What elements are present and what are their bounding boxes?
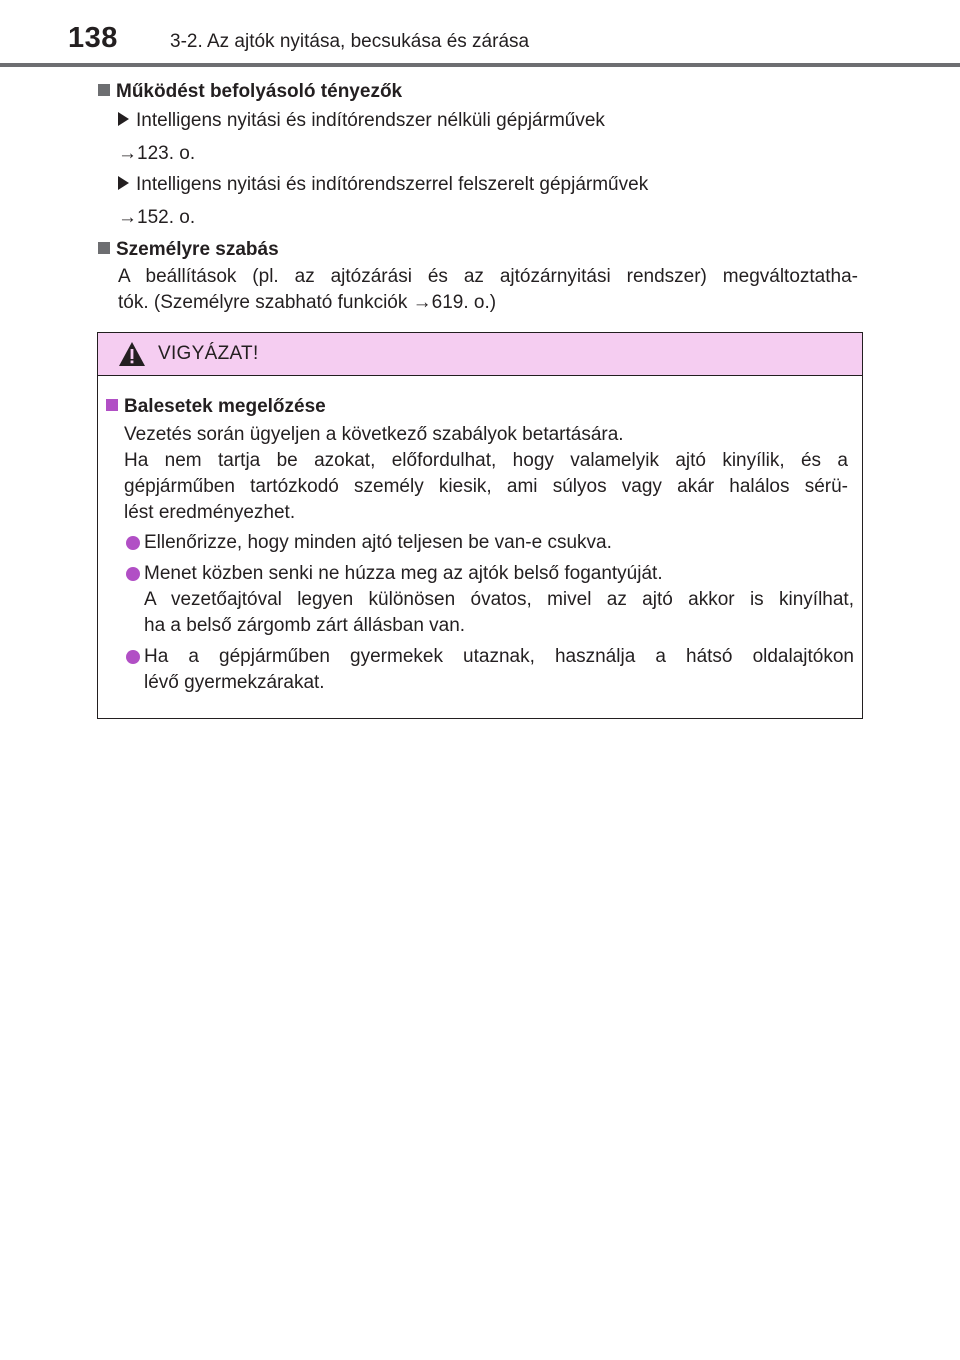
list-item: [118, 172, 858, 198]
dot-bullet-icon: [126, 650, 140, 664]
bullet-line: Ellenőrizze, hogy minden ajtó teljesen be van-e csukva.: [144, 532, 612, 553]
caution-heading-text: Balesetek megelőzése: [124, 396, 326, 417]
section-title: 3-2. Az ajtók nyitása, becsukása és zárása: [170, 31, 530, 52]
customization-paragraph: [118, 264, 858, 316]
paragraph-line: tók. (Személyre szabható funkciók →619. o.): [118, 292, 497, 313]
section-heading-factors: [98, 80, 402, 104]
list-item-text: Intelligens nyitási és indítórendszerrel felszerelt gépjárművek: [136, 174, 649, 195]
paragraph-line: gépjárműben tartózkodó személy kiesik, ami súlyos vagy akár halálos sérü-: [124, 476, 848, 497]
bullet-line: A vezetőajtóval legyen különösen óvatos, mivel az ajtó akkor is kinyílhat,: [144, 589, 854, 610]
bullet-line: ha a belső zárgomb zárt állásban van.: [144, 615, 466, 636]
paragraph-line: Vezetés során ügyeljen a következő szabályok betartására.: [124, 424, 624, 445]
dot-bullet-icon: [126, 536, 140, 550]
page-reference: →152. o.: [118, 207, 196, 228]
caution-title: VIGYÁZAT!: [158, 343, 259, 364]
section-heading-text: Működést befolyásoló tényezők: [116, 81, 403, 102]
dot-bullet-icon: [126, 567, 140, 581]
caution-intro: [124, 422, 848, 526]
square-bullet-icon: [98, 242, 110, 254]
paragraph-line: Ha nem tartja be azokat, előfordulhat, hogy valamelyik ajtó kinyílik, és a: [124, 450, 848, 471]
paragraph-line: lést eredményezhet.: [124, 502, 296, 523]
square-bullet-icon: [106, 399, 118, 411]
page-header: [0, 0, 960, 68]
page-reference: →123. o.: [118, 143, 196, 164]
bullet-line: lévő gyermekzárakat.: [144, 672, 325, 693]
warning-triangle-icon: [118, 341, 146, 367]
section-heading-customization: [98, 238, 279, 262]
caution-box: [97, 332, 863, 719]
triangle-bullet-icon: [118, 176, 129, 190]
bullet-line: Menet közben senki ne húzza meg az ajtók belső fogantyúját.: [144, 563, 663, 584]
caution-header: [98, 333, 862, 376]
square-bullet-icon: [98, 84, 110, 96]
header-rule: [0, 63, 960, 67]
section-heading-text: Személyre szabás: [116, 239, 279, 260]
list-item-text: Intelligens nyitási és indítórendszer nélküli gépjárművek: [136, 110, 605, 131]
page-number: 138: [68, 22, 118, 54]
list-item: [118, 108, 858, 134]
bullet-line: Ha a gépjárműben gyermekek utaznak, használja a hátsó oldalajtókon: [144, 646, 854, 667]
caution-heading: [106, 395, 326, 419]
triangle-bullet-icon: [118, 112, 129, 126]
paragraph-line: A beállítások (pl. az ajtózárási és az ajtózárnyitási rendszer) megváltoztatha-: [118, 266, 858, 287]
